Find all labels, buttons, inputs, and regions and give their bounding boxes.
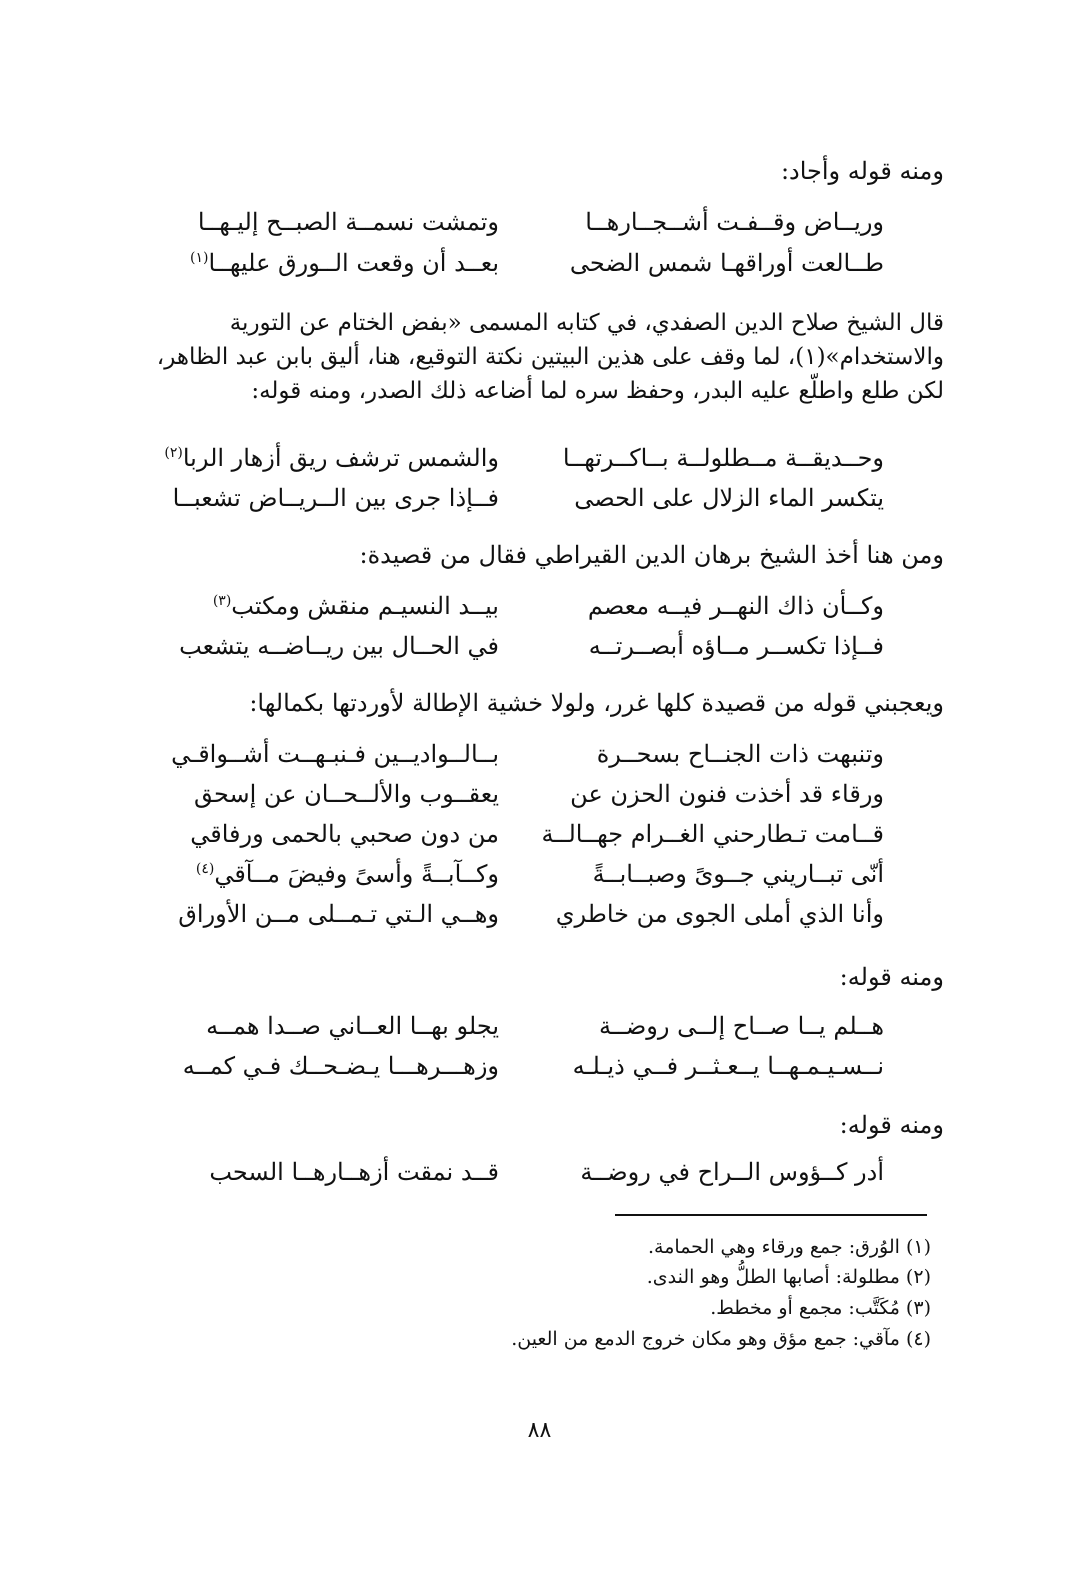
verse-first-hemistich: وريــاض وقــفـت أشــجــارهــا (585, 208, 884, 236)
footnote: (٤) مآقي: جمع مؤق وهو مكان خروج الدمع من العين. (511, 1328, 931, 1350)
intro-line-1: ومنه قوله وأجاد: (780, 157, 944, 185)
verse-first-hemistich: وكــأن ذاك النهــر فيــه معصم (587, 592, 884, 620)
verse-first-hemistich: نــسـيـمـهــا يــعـثــر فــي ذيـلـه (572, 1052, 884, 1080)
footnote-divider (615, 1214, 927, 1216)
verse-first-hemistich: أنّى تبــاريني جــوىً وصبــابــةً (592, 860, 884, 888)
verse-second-hemistich (164, 444, 499, 472)
verse-first-hemistich: يتكسر الماء الزلال على الحصى (574, 484, 884, 512)
commentary-paragraph (139, 306, 944, 408)
verse-line (169, 860, 884, 896)
footnote-marker: (٢) (164, 445, 183, 461)
intro-line-4: ومنه قوله: (839, 963, 944, 991)
verse-second-hemistich (169, 592, 499, 620)
verse-first-hemistich: وتنبهت ذات الجنــاح بسحــرة (596, 740, 884, 768)
verse-second-hemistich: في الحــال بين ريــاضــه يتشعب (179, 632, 499, 660)
verse-line (169, 249, 884, 285)
verse-second-hemistich: قــد نمقت أزهــارهــا السحب (209, 1158, 499, 1186)
hemistich-text: بعــد أن وقعت الــورق عليهــا (208, 249, 499, 277)
verse-second-hemistich: يجلو بهــا العــاني صــدا همــه (206, 1012, 499, 1040)
paragraph-line: قال الشيخ صلاح الدين الصفدي، في كتابه المسمى «بفض الختام عن التورية (229, 310, 944, 336)
verse-second-hemistich (169, 249, 499, 277)
hemistich-text: بيــد النسيـم منقش ومكتب (231, 592, 499, 620)
footnote-marker: (٣) (212, 593, 232, 609)
page-number: ٨٨ (527, 1418, 552, 1443)
intro-line-3: ويعجبني قوله من قصيدة كلها غرر، ولولا خشية الإطالة لأوردتها بكمالها: (249, 689, 944, 717)
verse-first-hemistich: فــإذا تكســر مــاؤه أبصــرتــه (588, 632, 884, 660)
verse-first-hemistich: ورقاء قد أخذت فنون الحزن عن (570, 780, 884, 808)
verse-second-hemistich: بــالــواديــين فـنبـهــت أشــواقـي (171, 740, 499, 768)
verse-line (169, 900, 884, 936)
verse-second-hemistich: وهــي الـتي تـمــلى مــن الأوراق (178, 900, 499, 928)
paragraph-line: لكن طلع واطلّع عليه البدر، وحفظ سره لما أضاعه ذلك الصدر، ومنه قوله: (251, 378, 944, 404)
footnote: (١) الوُرق: جمع ورقاء وهي الحمامة. (648, 1236, 931, 1258)
hemistich-text: وكــآبــةً وأسىً وفيضَ مــآقي (214, 860, 499, 888)
verse-line (164, 444, 884, 480)
verse-line (169, 740, 884, 776)
paragraph-line: والاستخدام»(١)، لما وقف على هذين البيتين نكتة التوقيع، هنا، أليق بابن عبد الظاهر، (156, 344, 944, 370)
verse-first-hemistich: وأنا الذي أملى الجوى من خاطري (555, 900, 884, 928)
verse-first-hemistich: هــلم يــا صــاح إلــى روضــة (599, 1012, 884, 1040)
verse-second-hemistich: وتمشت نسمــة الصبــح إليـهــا (197, 208, 499, 236)
verse-second-hemistich: يعقــوب والألــحــان عن إسحق (193, 780, 499, 808)
verse-first-hemistich: أدر كــؤوس الــراح في روضــة (580, 1158, 884, 1186)
hemistich-text: والشمس ترشف ريق أزهار الربا (182, 444, 499, 472)
verse-first-hemistich: قــامت تـطارحني الغــرام جهــالــة (541, 820, 884, 848)
verse-line (169, 780, 884, 816)
footnote-marker: (٤) (195, 861, 215, 877)
verse-second-hemistich: وزهـــرهـــا يـضـحــك فـي كمــه (182, 1052, 499, 1080)
verse-second-hemistich: من دون صحبي بالحمى ورفاقي (190, 820, 499, 848)
footnote-marker: (١) (190, 250, 209, 266)
verse-second-hemistich: فــإذا جرى بين الــريــاض تشعبــا (172, 484, 499, 512)
verse-first-hemistich: طــالعت أوراقهـا شمس الضحى (569, 249, 884, 277)
verse-line (169, 632, 884, 668)
verse-line (169, 208, 884, 244)
verse-second-hemistich (169, 860, 499, 888)
verse-line (169, 592, 884, 628)
verse-line (169, 1158, 884, 1194)
intro-line-2: ومن هنا أخذ الشيخ برهان الدين القيراطي فقال من قصيدة: (359, 541, 944, 569)
intro-line-5: ومنه قوله: (839, 1111, 944, 1139)
footnote: (٣) مُكَتَّب: مجمع أو مخطط. (710, 1297, 931, 1319)
verse-line (169, 1052, 884, 1088)
verse-line (169, 820, 884, 856)
verse-line (169, 1012, 884, 1048)
verse-line (169, 484, 884, 520)
footnote: (٢) مطلولة: أصابها الطلُّ وهو الندى. (646, 1266, 931, 1288)
verse-first-hemistich: وحــديقــة مــطلولــة بــاكــرتهــا (562, 444, 884, 472)
